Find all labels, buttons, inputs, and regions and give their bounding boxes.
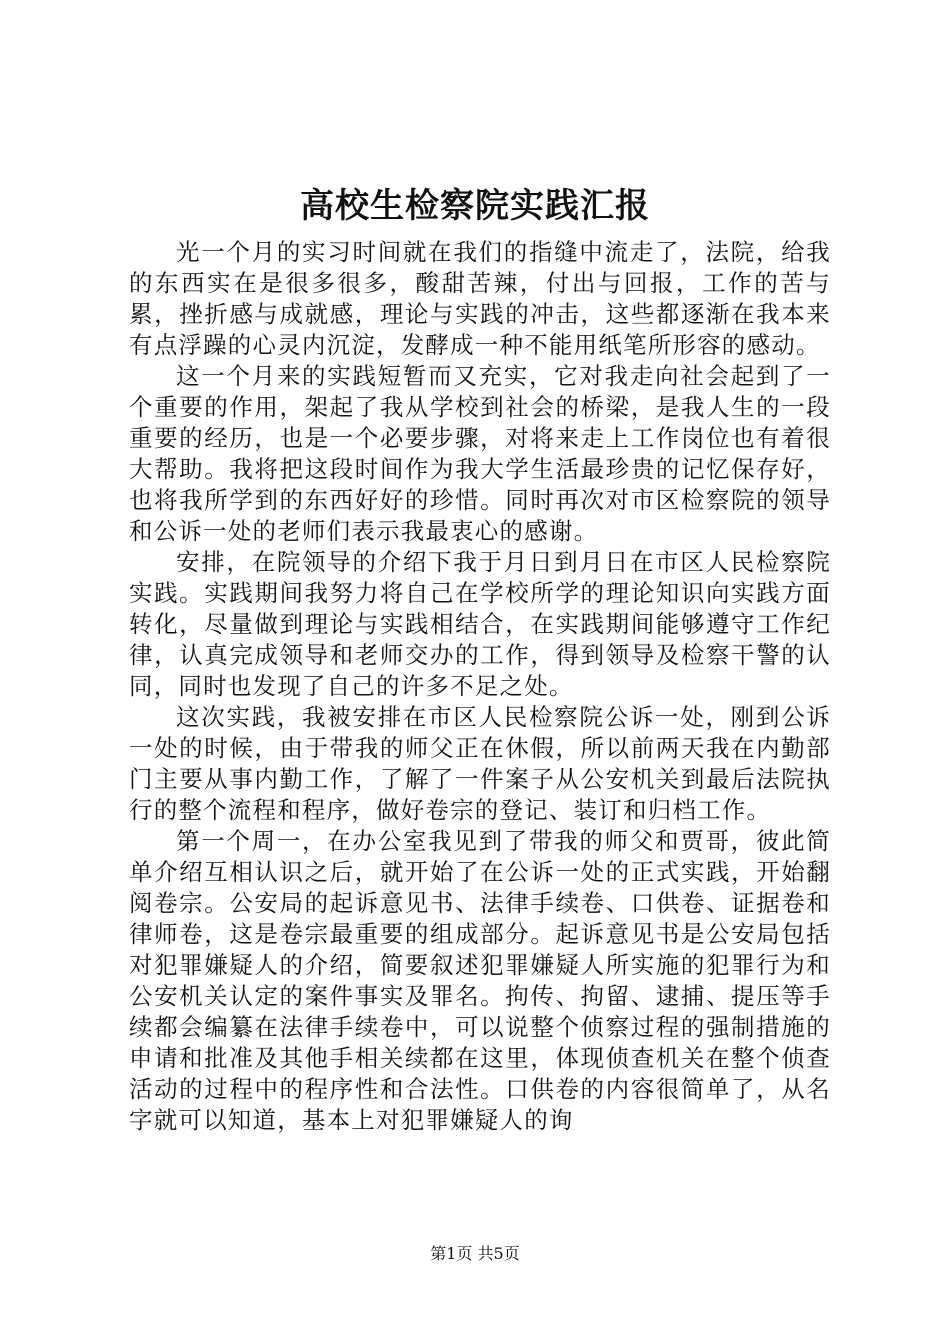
- page-footer: 第1页 共5页: [430, 1244, 520, 1263]
- paragraph: 这一个月来的实践短暂而又充实，它对我走向社会起到了一个重要的作用，架起了我从学校到社会的桥梁，是我人生的一段重要的经历，也是一个必要步骤，对将来走上工作岗位也有着很大帮助。我将把这段时间作为我大学生活最珍贵的记忆保存好，也将我所学到的东西好好的珍惜。同时再次对市区检察院的领导和公诉一处的老师们表示我最衷心的感谢。: [129, 362, 831, 545]
- paragraph: 光一个月的实习时间就在我们的指缝中流走了，法院，给我的东西实在是很多很多，酸甜苦辣，付出与回报，工作的苦与累，挫折感与成就感，理论与实践的冲击，这些都逐渐在我本来有点浮躁的心灵内沉淀，发酵成一种不能用纸笔所形容的感动。: [129, 238, 831, 359]
- paragraph: 安排，在院领导的介绍下我于月日到月日在市区人民检察院实践。实践期间我努力将自己在学校所学的理论知识向实践方面转化，尽量做到理论与实践相结合，在实践期间能够遵守工作纪律，认真完成领导和老师交办的工作，得到领导及检察干警的认同，同时也发现了自己的许多不足之处。: [129, 548, 831, 700]
- paragraph: 第一个周一，在办公室我见到了带我的师父和贾哥，彼此简单介绍互相认识之后，就开始了在公诉一处的正式实践，开始翻阅卷宗。公安局的起诉意见书、法律手续卷、口供卷、证据卷和律师卷，这是卷宗最重要的组成部分。起诉意见书是公安局包括对犯罪嫌疑人的介绍，简要叙述犯罪嫌疑人所实施的犯罪行为和公安机关认定的案件事实及罪名。拘传、拘留、逮捕、提压等手续都会编纂在法律手续卷中，可以说整个侦察过程的强制措施的申请和批准及其他手相关续都在这里，体现侦查机关在整个侦查活动的过程中的程序性和合法性。口供卷的内容很简单了，从名字就可以知道，基本上对犯罪嫌疑人的询: [129, 827, 831, 1134]
- page-title: 高校生检察院实践汇报: [300, 186, 650, 226]
- document-body: [129, 237, 831, 1136]
- paragraph: 这次实践，我被安排在市区人民检察院公诉一处，刚到公诉一处的时候，由于带我的师父正在休假，所以前两天我在内勤部门主要从事内勤工作，了解了一件案子从公安机关到最后法院执行的整个流程和程序，做好卷宗的登记、装订和归档工作。: [129, 703, 831, 824]
